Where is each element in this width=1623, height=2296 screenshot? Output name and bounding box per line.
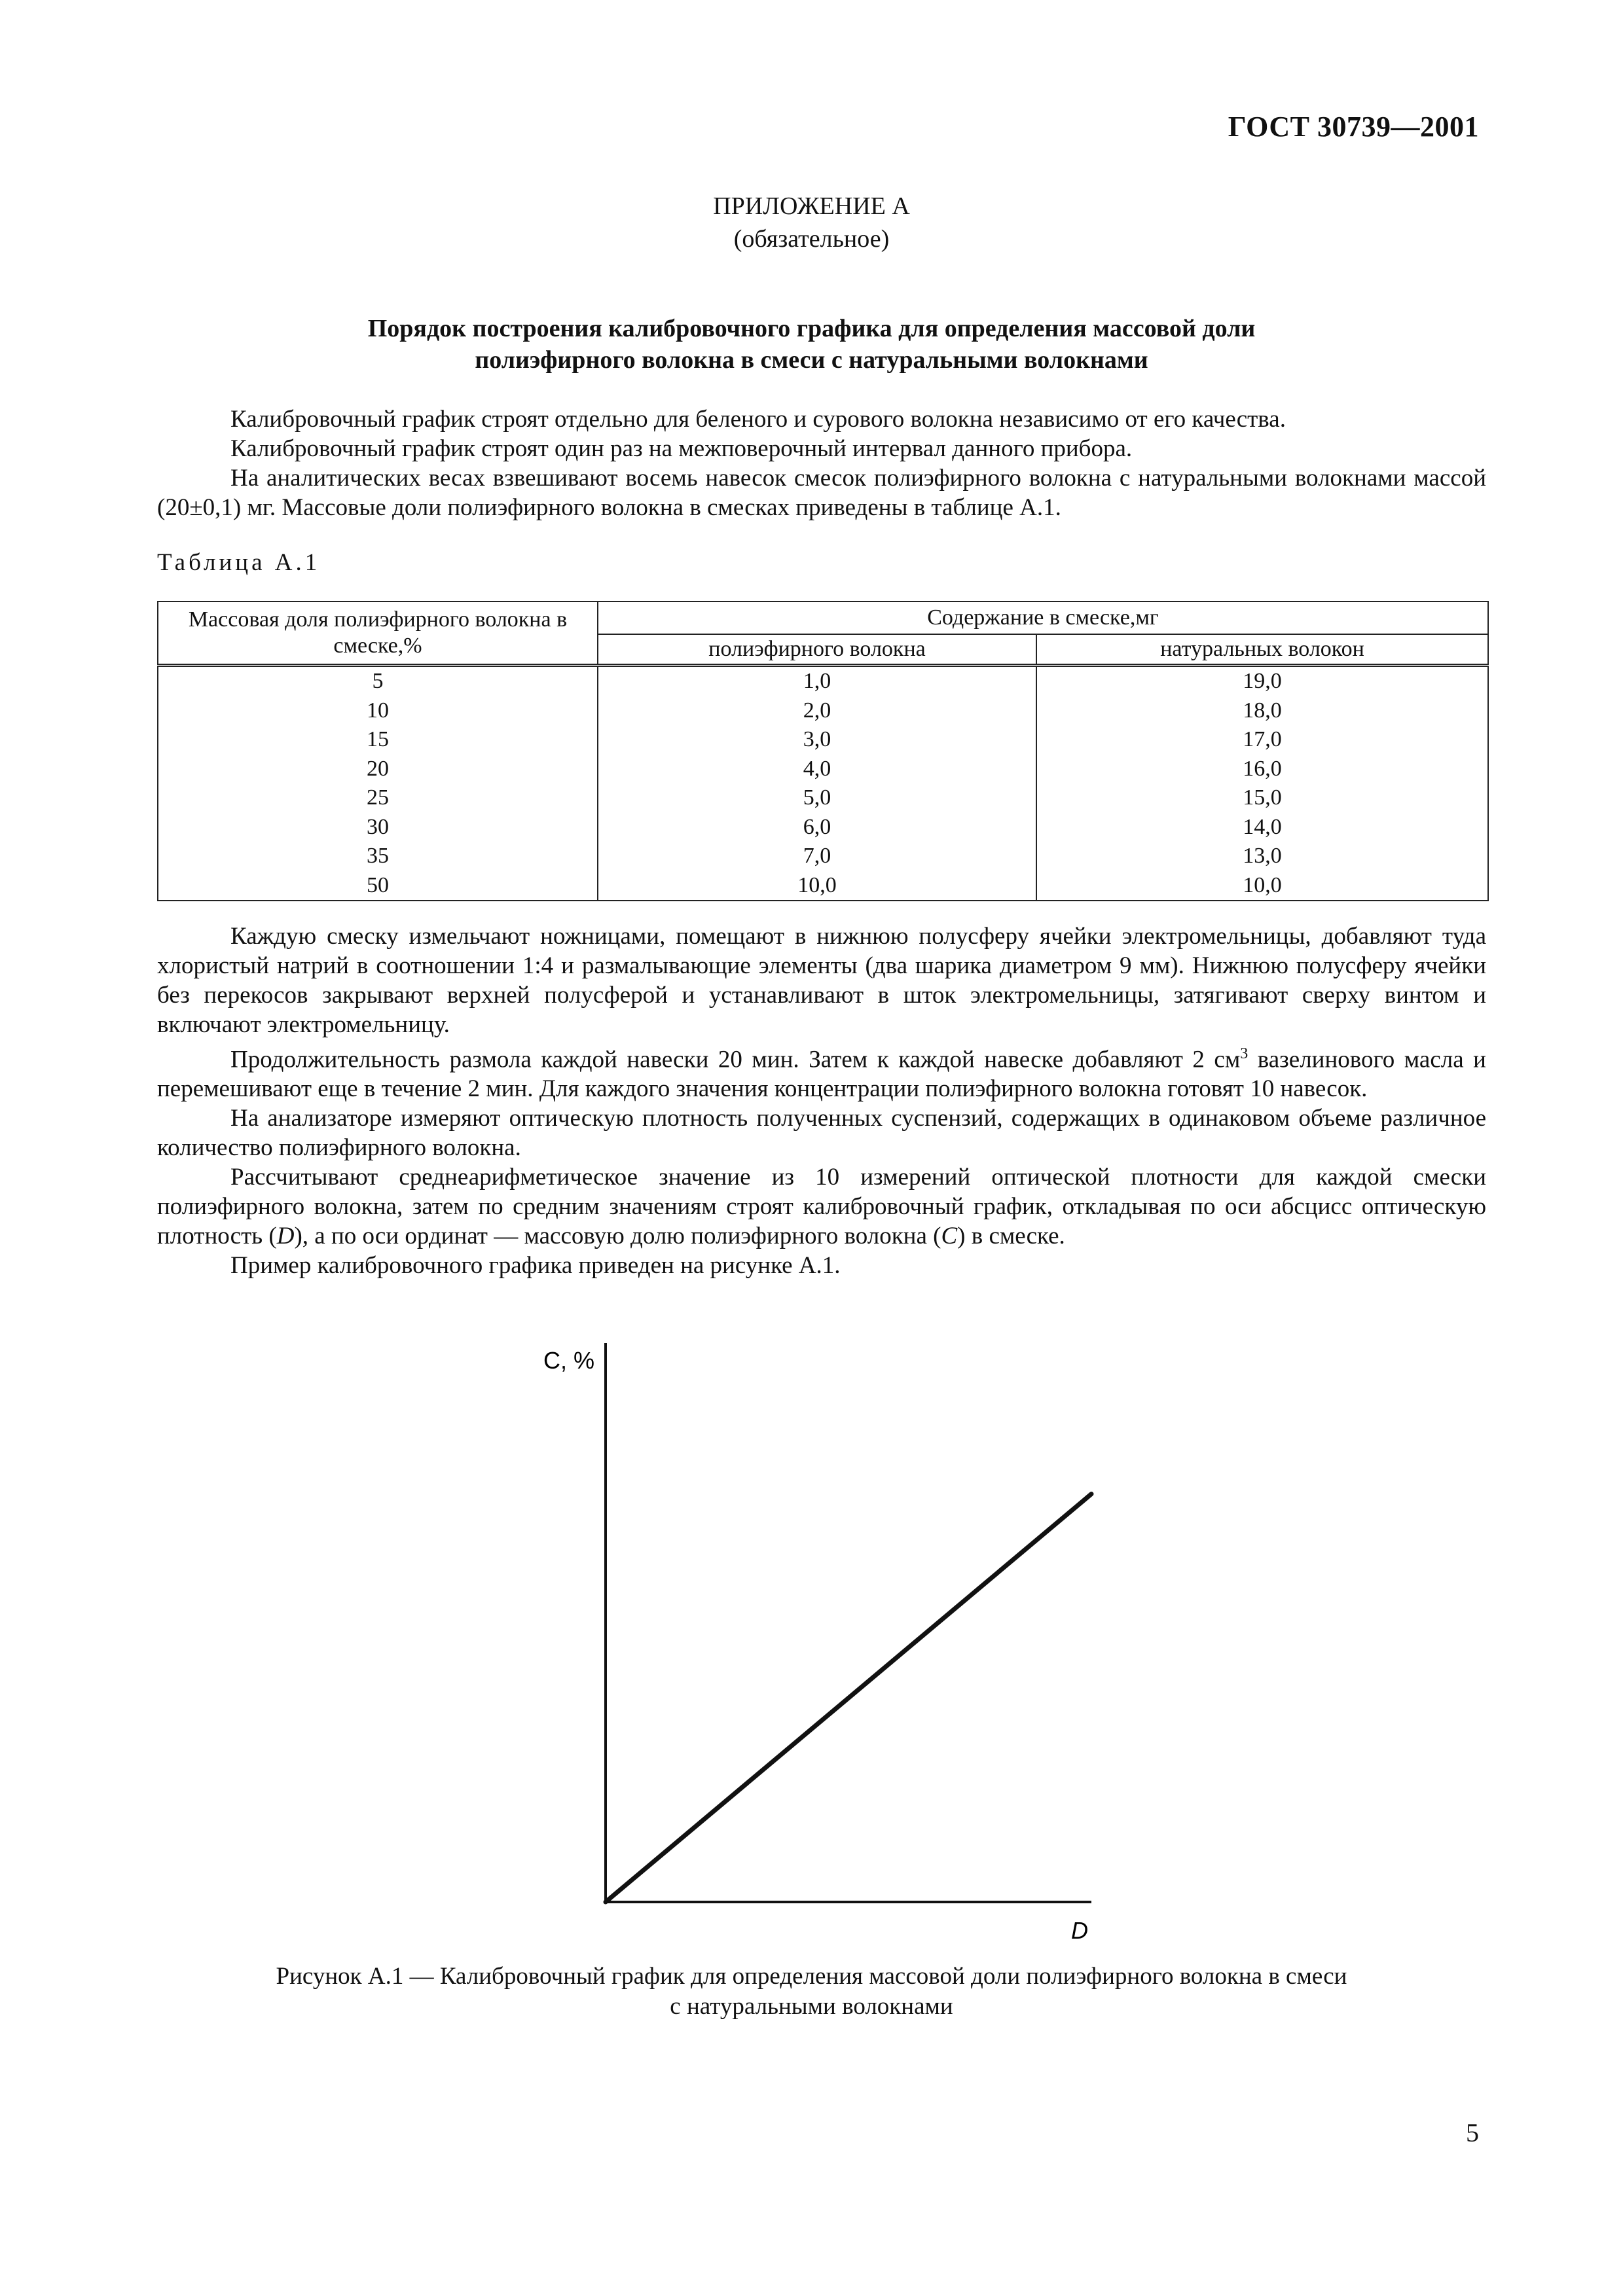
intro-paragraph: Калибровочный график строят отдельно для беленого и сурового волокна независимо от его качества. bbox=[230, 406, 1286, 433]
caption-line2: с натуральными волокнами bbox=[670, 1993, 953, 2020]
table-cell: 25 bbox=[158, 783, 598, 813]
table-cell: 35 bbox=[158, 842, 598, 871]
procedure-paragraph: На анализаторе измеряют оптическую плотность полученных суспензий, содержащих в одинаковом объеме различное количество полиэфирного волокна. bbox=[157, 1105, 1486, 1162]
appendix-title: ПРИЛОЖЕНИЕ А bbox=[713, 192, 910, 220]
table-cell: 18,0 bbox=[1036, 696, 1488, 726]
table-cell: 16,0 bbox=[1036, 755, 1488, 784]
table-cell: 5,0 bbox=[598, 783, 1036, 813]
table-cell: 19,0 bbox=[1036, 666, 1488, 696]
superscript: 3 bbox=[1240, 1045, 1249, 1062]
table-cell: 50 bbox=[158, 871, 598, 901]
italic-symbol: C bbox=[941, 1223, 958, 1250]
table-cell: 7,0 bbox=[598, 842, 1036, 871]
section-title-line2: полиэфирного волокна в смеси с натуральными волокнами bbox=[475, 346, 1148, 374]
page-number: 5 bbox=[1466, 2118, 1479, 2147]
paragraph-text: вазелинового масла и перемешивают еще в течение 2 мин. Для каждого значения концентрации полиэфирного волокна готовят 10 навесок. bbox=[157, 1046, 1486, 1103]
table-cell: 10,0 bbox=[598, 871, 1036, 901]
table-cell: 3,0 bbox=[598, 725, 1036, 755]
caption-line1: Рисунок А.1 — Калибровочный график для определения массовой доли полиэфирного волокна в смеси bbox=[276, 1963, 1347, 1990]
y-axis-label: C, % bbox=[543, 1347, 595, 1374]
table-header-mass-fraction: Массовая доля полиэфирного волокна в смеске,% bbox=[158, 601, 598, 666]
intro-paragraph: Калибровочный график строят один раз на межповерочный интервал данного прибора. bbox=[230, 435, 1133, 462]
table-cell: 13,0 bbox=[1036, 842, 1488, 871]
paragraph-text: Продолжительность размола каждой навески 20 мин. Затем к каждой навеске добавляют 2 см bbox=[230, 1046, 1241, 1073]
table-header-polyester: полиэфирного волокна bbox=[598, 634, 1036, 666]
table-header-content: Содержание в смеске,мг bbox=[598, 601, 1488, 634]
table-cell: 17,0 bbox=[1036, 725, 1488, 755]
table-cell: 30 bbox=[158, 813, 598, 842]
italic-symbol: D bbox=[276, 1223, 295, 1250]
document-code: ГОСТ 30739—2001 bbox=[1228, 111, 1479, 143]
table-cell: 14,0 bbox=[1036, 813, 1488, 842]
series-layer bbox=[606, 1494, 1091, 1902]
table-cell: 10 bbox=[158, 696, 598, 726]
paragraph-text: Рассчитывают среднеарифметическое значение из 10 измерений оптической плотности для каждой смески полиэфирного волокна, затем по средним значениям строят калибровочный график, откладывая по оси абсцисс оптическую плотность ( bbox=[157, 1164, 1486, 1250]
table-cell: 2,0 bbox=[598, 696, 1036, 726]
paragraph-text: ), а по оси ординат — массовую долю полиэфирного волокна ( bbox=[294, 1223, 941, 1250]
table-header-natural: натуральных волокон bbox=[1036, 634, 1488, 666]
paragraph-text: ) в смеске. bbox=[957, 1223, 1065, 1250]
figure-caption bbox=[0, 1962, 1623, 2022]
calibration-line bbox=[606, 1494, 1091, 1902]
intro-paragraph: На аналитических весах взвешивают восемь навесок смесок полиэфирного волокна с натуральными волокнами массой (20±0,1) мг. Массовые доли полиэфирного волокна в смесках приведены в таблице А.1. bbox=[157, 465, 1486, 521]
section-title-line1: Порядок построения калибровочного графика для определения массовой доли bbox=[367, 315, 1256, 342]
table-cell: 1,0 bbox=[598, 666, 1036, 696]
table-cell: 15,0 bbox=[1036, 783, 1488, 813]
procedure-paragraph: Пример калибровочного графика приведен на рисунке А.1. bbox=[230, 1252, 841, 1280]
table-cell: 5 bbox=[158, 666, 598, 696]
table-cell: 6,0 bbox=[598, 813, 1036, 842]
table-cell: 10,0 bbox=[1036, 871, 1488, 901]
x-axis-label: D bbox=[1071, 1917, 1088, 1944]
table-label: Таблица А.1 bbox=[157, 549, 321, 576]
procedure-paragraph: Каждую смеску измельчают ножницами, помещают в нижнюю полусферу ячейки электромельницы, добавляют туда хлористый натрий в соотношении 1:4 и размалывающие элементы (два шарика диаметром 9 мм). Нижнюю полусферу ячейки без перекосов закрывают верхней полусферой и устанавливают в шток электромельницы, затягивают сверху винтом и включают электромельницу. bbox=[157, 923, 1486, 1038]
table-cell: 15 bbox=[158, 725, 598, 755]
table-cell: 4,0 bbox=[598, 755, 1036, 784]
appendix-status: (обязательное) bbox=[733, 225, 890, 253]
table-cell: 20 bbox=[158, 755, 598, 784]
